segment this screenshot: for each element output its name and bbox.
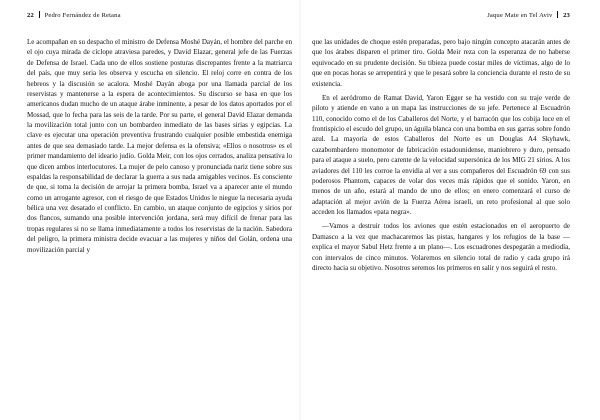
paragraph: —Vamos a destruir todos los aviones que estén estacionados en el aeropuerto de Damasco a la vez que machacaremos las pistas, hangares y los refugios de la base —explica el mayor Sabul Hetz frente a un plano—. Los escuadrones despegarán a mediodía, con intervalos de cinco minutos. Volaremos en silencio total de radio y cada grupo irá directo hacia su objetivo. Nosotros seremos los primeros en salir y nos seguirá el resto. <box>312 222 570 272</box>
paragraph: que las unidades de choque estén preparadas, pero bajo ningún concepto atacarán antes de que los árabes disparen el primer tiro. Golda Meir reza con la esperanza de no haberse equivocado en su prudente decisión. Su tibieza puede costar miles de víctimas, algo de lo que en pocas horas se arrepentirá y que le pesará sobre la conciencia durante el resto de su existencia. <box>312 38 570 88</box>
book-gutter <box>299 0 301 420</box>
header-separator <box>557 11 558 18</box>
right-page <box>300 0 600 420</box>
right-page-body <box>312 37 570 273</box>
left-page-header <box>27 10 292 24</box>
right-running-title: Jaque Mate en Tel Aviv <box>487 11 553 19</box>
left-page-number: 22 <box>27 11 34 19</box>
left-running-title: Pedro Fernández de Retana <box>44 11 121 19</box>
right-page-header <box>312 10 570 24</box>
left-page-body <box>27 37 292 255</box>
right-page-number: 23 <box>563 11 570 19</box>
header-separator <box>39 11 40 18</box>
paragraph: En el aeródromo de Ramat David, Yaron Egger se ha vestido con su traje verde de piloto y atiende en vano a un mapa las instrucciones de su jefe. Pertenece al Escuadrón 110, conocido como el de los Caballeros del Norte, y el barracón que los cobija luce en el frontispicio el escudo del grupo, un águila blanca con una bomba en sus garras sobre fondo azul. La mayoría de estos Caballeros del Norte es un Douglas A4 Skyhawk, cazabombardero monomotor de fabricación estadounidense, maniobrero y duro, pensado para el ataque a suelo, pero carente de la velocidad supersónica de los MIG 21 sirios. A los aviadores del 110 les corroe la envidia al ver a sus compañeros del Escuadrón 69 con sus poderosos Phantom, capaces de volar dos veces más rápidos que el sonido. Yaron, en menos de un año, estará al mando de uno de ellos; en enero comenzará el curso de adaptación al mejor avión de la Fuerza Aérea israelí, un reto profesional al que solo acceden los llamados «pata negra». <box>312 93 570 216</box>
paragraph: Le acompañan en su despacho el ministro de Defensa Moshé Dayán, el hombre del parche en el ojo cuya mirada de cíclope atraviesa paredes, y David Elazar, general jefe de las Fuerzas de Defensa de Israel. Cada uno de ellos sostiene posturas discrepantes frente a la matriarca del país, que muy seria les observa y escucha en silencio. El reloj corre en contra de los hebreos y la discusión se acalora. Moshé Dayán aboga por una llamada parcial de los reservistas y mantenerse a la espera de acontecimientos. Su discurso se basa en que los americanos dudan mucho de un ataque árabe inminente, a pesar de los datos aportados por el Mossad, que lo fecha para las seis de la tarde. Por su parte, el general David Elazar demanda la movilización total junto con un bombardeo inmediato de las bases sirias y egipcias. La clave es ejecutar una operación preventiva frustrando cualquier posible embestida enemiga antes de que sea demasiado tarde. La mejor defensa es la ofensiva; «Ellos o nosotros» es el primer mandamiento del ideario judío. Golda Meir, con los ojos cerrados, analiza pensativa lo que dicen ambos interlocutores. La mujer de pelo canoso y pronunciada nariz tiene sobre sus espaldas la responsabilidad de declarar la guerra a sus nada amigables vecinos. Es consciente de que, si toma la decisión de arrojar la primera bomba, Israel va a aparecer ante el mundo como un arrogante agresor, con el riesgo de que Estados Unidos le niegue la necesaria ayuda bélica una vez desatado el conflicto. En cambio, un ataque conjunto de egipcios y sirios por dos flancos, sumando una posible intervención jordana, será muy difícil de frenar para las tropas regulares si no se llama inmediatamente a todos los reservistas de la nación. Sabedora del peligro, la primera ministra decide evacuar a las mujeres y niños del Golán, ordena una movilización parcial y <box>27 38 292 254</box>
